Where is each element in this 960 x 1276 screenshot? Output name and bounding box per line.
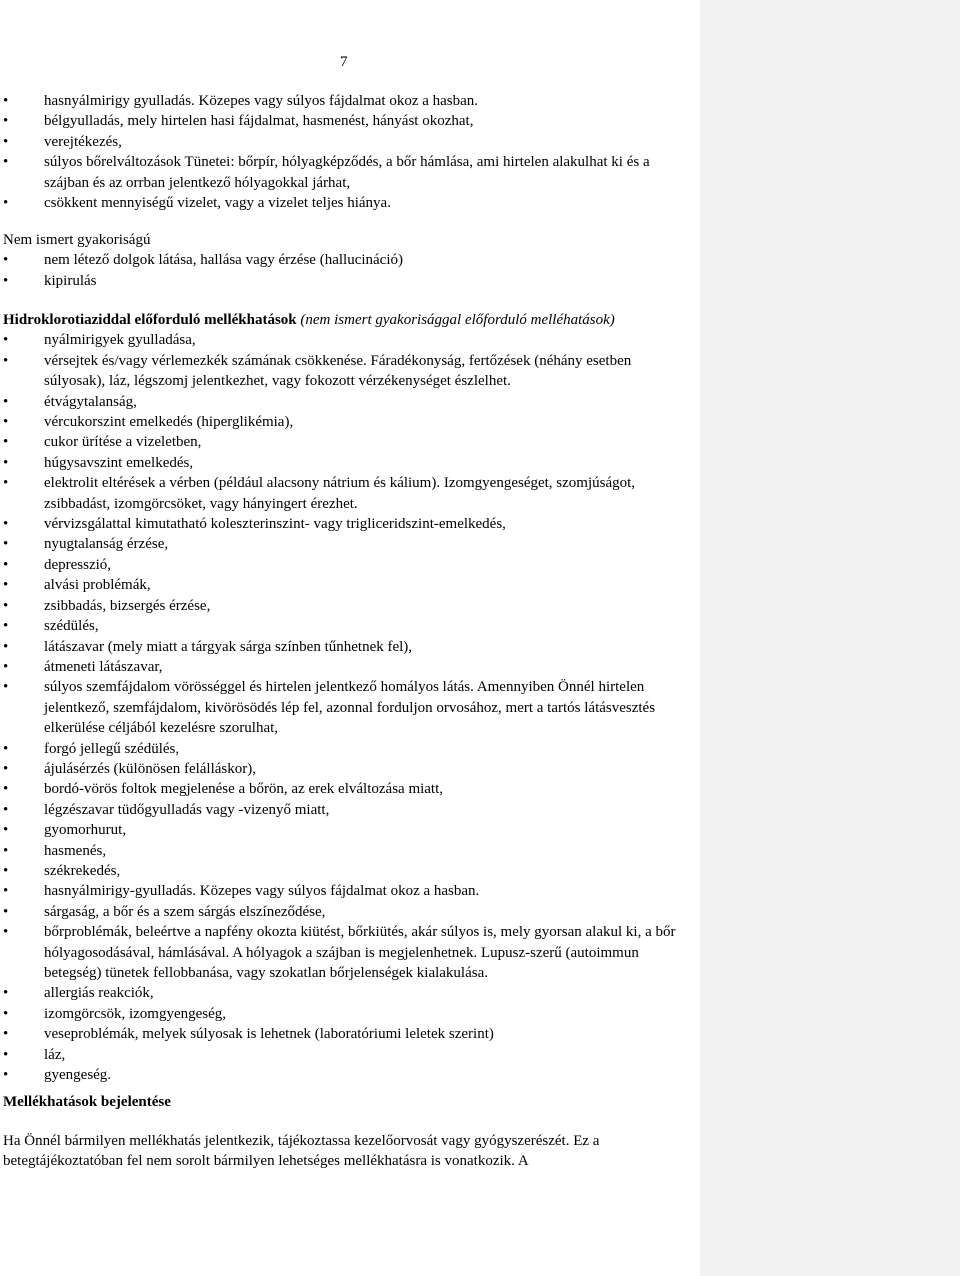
bullet-icon: • (3, 924, 9, 941)
reporting-paragraph (0, 1131, 690, 1172)
bullet-icon: • (3, 822, 9, 839)
list-item: • gyomorhurut, (0, 820, 690, 840)
bullet-list (0, 330, 690, 1085)
list-item: • alvási problémák, (0, 575, 690, 595)
bullet-icon: • (3, 93, 9, 109)
section-heading: Nem ismert gyakoriságú (3, 232, 151, 248)
bullet-icon: • (3, 414, 9, 431)
reporting-heading: Mellékhatások bejelentése (3, 1094, 171, 1110)
bullet-icon: • (3, 862, 9, 879)
list-item: • székrekedés, (0, 861, 690, 881)
list-item: • forgó jellegű szédülés, (0, 739, 690, 759)
list-item: • allergiás reakciók, (0, 983, 690, 1003)
bullet-icon: • (3, 1067, 9, 1084)
page-number: 7 (340, 54, 348, 70)
bullet-icon: • (3, 154, 9, 171)
list-item: • nyálmirigyek gyulladása, (0, 330, 690, 350)
list-item: • látászavar (mely miatt a tárgyak sárga színben tűnhetnek fel), (0, 637, 690, 657)
list-item: • hasnyálmirigy gyulladás. Közepes vagy súlyos fájdalmat okoz a hasban. (0, 91, 690, 111)
list-item: • átmeneti látászavar, (0, 657, 690, 677)
bullet-icon: • (3, 679, 9, 696)
list-item: • bőrproblémák, beleértve a napfény okozta kiütést, bőrkiütés, akár súlyos is, mely gyorsan alakul ki, a bőr hólyagosodásával, hámlásával. A hólyagok a szájban is megjelenhetnek. Lupusz-szerű (autoimmun betegség) tünetek fellobbanása, vagy szokatlan bőrjelenségek kialakulása. (3, 924, 676, 981)
bullet-icon: • (3, 577, 9, 594)
adverse-effects-list-1 (0, 91, 690, 213)
list-item: • sárgaság, a bőr és a szem sárgás elszíneződése, (0, 902, 690, 922)
list-item: • izomgörcsök, izomgyengeség, (0, 1004, 690, 1024)
bullet-icon: • (3, 272, 9, 289)
bullet-icon: • (3, 1046, 9, 1063)
reporting-text: Ha Önnél bármilyen mellékhatás jelentkezik, tájékoztassa kezelőorvosát vagy gyógyszerészét. Ez a betegtájékoztatóban fel nem sorolt bármilyen lehetséges mellékhatásra is vonatkozik. A (3, 1133, 600, 1170)
list-item: • szédülés, (0, 616, 690, 636)
list-item: • bordó-vörös foltok megjelenése a bőrön, az erek elváltozása miatt, (0, 779, 690, 799)
bullet-icon: • (3, 883, 9, 900)
bullet-icon: • (3, 781, 9, 798)
list-item: • hasnyálmirigy-gyulladás. Közepes vagy súlyos fájdalmat okoz a hasban. (0, 881, 690, 901)
list-item: • cukor ürítése a vizeletben, (0, 432, 690, 452)
bullet-icon: • (3, 516, 9, 533)
bullet-icon: • (3, 597, 9, 614)
list-item: • láz, (0, 1045, 690, 1065)
bullet-icon: • (3, 113, 9, 130)
bullet-icon: • (3, 195, 9, 212)
bullet-icon: • (3, 760, 9, 777)
bullet-icon: • (3, 352, 9, 369)
list-item: • súlyos szemfájdalom vörösséggel és hirtelen jelentkező homályos látás. Amennyiben Önnél hirtelen jelentkező, szemfájdalom, kivörösödés lép fel, azonnal forduljon orvosához, mert a tartós látásvesztés elkerülése céljából kezelésre szorulhat, (3, 679, 656, 737)
bullet-icon: • (3, 985, 9, 1002)
bullet-icon: • (3, 842, 9, 859)
list-item: • bélgyulladás, mely hirtelen hasi fájdalmat, hasmenést, hányást okozhat, (0, 111, 690, 131)
bullet-icon: • (3, 618, 9, 635)
bullet-icon: • (3, 556, 9, 573)
bullet-icon: • (3, 454, 9, 471)
bullet-icon: • (3, 332, 9, 349)
list-item: • zsibbadás, bizsergés érzése, (0, 596, 690, 616)
list-item: • csökkent mennyiségű vizelet, vagy a vizelet teljes hiánya. (0, 193, 690, 213)
bullet-icon: • (3, 740, 9, 757)
comment-margin-pane (700, 0, 960, 1276)
bullet-icon: • (3, 434, 9, 451)
list-item: • étvágytalanság, (0, 392, 690, 412)
bullet-list (0, 91, 690, 213)
bullet-icon: • (3, 393, 9, 410)
bullet-icon: • (3, 1026, 9, 1043)
bullet-list (0, 250, 690, 291)
bullet-icon: • (3, 475, 9, 492)
list-item: • vércukorszint emelkedés (hiperglikémia), (0, 412, 690, 432)
bullet-icon: • (3, 638, 9, 655)
list-item: • vérvizsgálattal kimutatható koleszterinszint- vagy trigliceridszint-emelkedés, (0, 514, 690, 534)
list-item: • ájulásérzés (különösen felálláskor), (0, 759, 690, 779)
list-item: • húgysavszint emelkedés, (0, 453, 690, 473)
list-item: • súlyos bőrelváltozások Tünetei: bőrpír, hólyagképződés, a bőr hámlása, ami hirtelen alakulhat ki és a szájban és az orrban jelentkező hólyagokkal járhat, (3, 154, 650, 191)
bullet-icon: • (3, 252, 9, 269)
list-item: • gyengeség. (0, 1065, 690, 1085)
bullet-icon: • (3, 801, 9, 818)
bullet-icon: • (3, 658, 9, 675)
list-item: • légzészavar tüdőgyulladás vagy -vizenyő miatt, (0, 800, 690, 820)
list-item: • vérsejtek és/vagy vérlemezkék számának csökkenése. Fáradékonyság, fertőzések (néhány esetben súlyosak), láz, légszomj jelentkezhet, vagy fokozott vérzékenységet észlelhet. (3, 352, 632, 390)
list-item: • kipirulás (0, 271, 690, 291)
bullet-icon: • (3, 133, 9, 150)
list-item: • nyugtalanság érzése, (0, 534, 690, 554)
section-heading: Hidroklorotiaziddal előforduló mellékhatások (nem ismert gyakorisággal előforduló melléhatások) (3, 312, 615, 328)
list-item: • veseproblémák, melyek súlyosak is lehetnek (laboratóriumi leletek szerint) (0, 1024, 690, 1044)
list-item: • verejtékezés, (0, 132, 690, 152)
list-item: • depresszió, (0, 555, 690, 575)
list-item: • hasmenés, (0, 841, 690, 861)
reporting-section (0, 1092, 690, 1112)
bullet-icon: • (3, 536, 9, 553)
unknown-frequency-section (0, 230, 690, 291)
bullet-icon: • (3, 903, 9, 920)
bullet-icon: • (3, 1005, 9, 1022)
list-item: • nem létező dolgok látása, hallása vagy érzése (hallucináció) (0, 250, 690, 270)
list-item: • elektrolit eltérések a vérben (például alacsony nátrium és kálium). Izomgyengeséget, szomjúságot, zsibbadást, izomgörcsöket, vagy hányingert érezhet. (3, 475, 636, 512)
hydrochlorothiazide-section (0, 310, 690, 1085)
